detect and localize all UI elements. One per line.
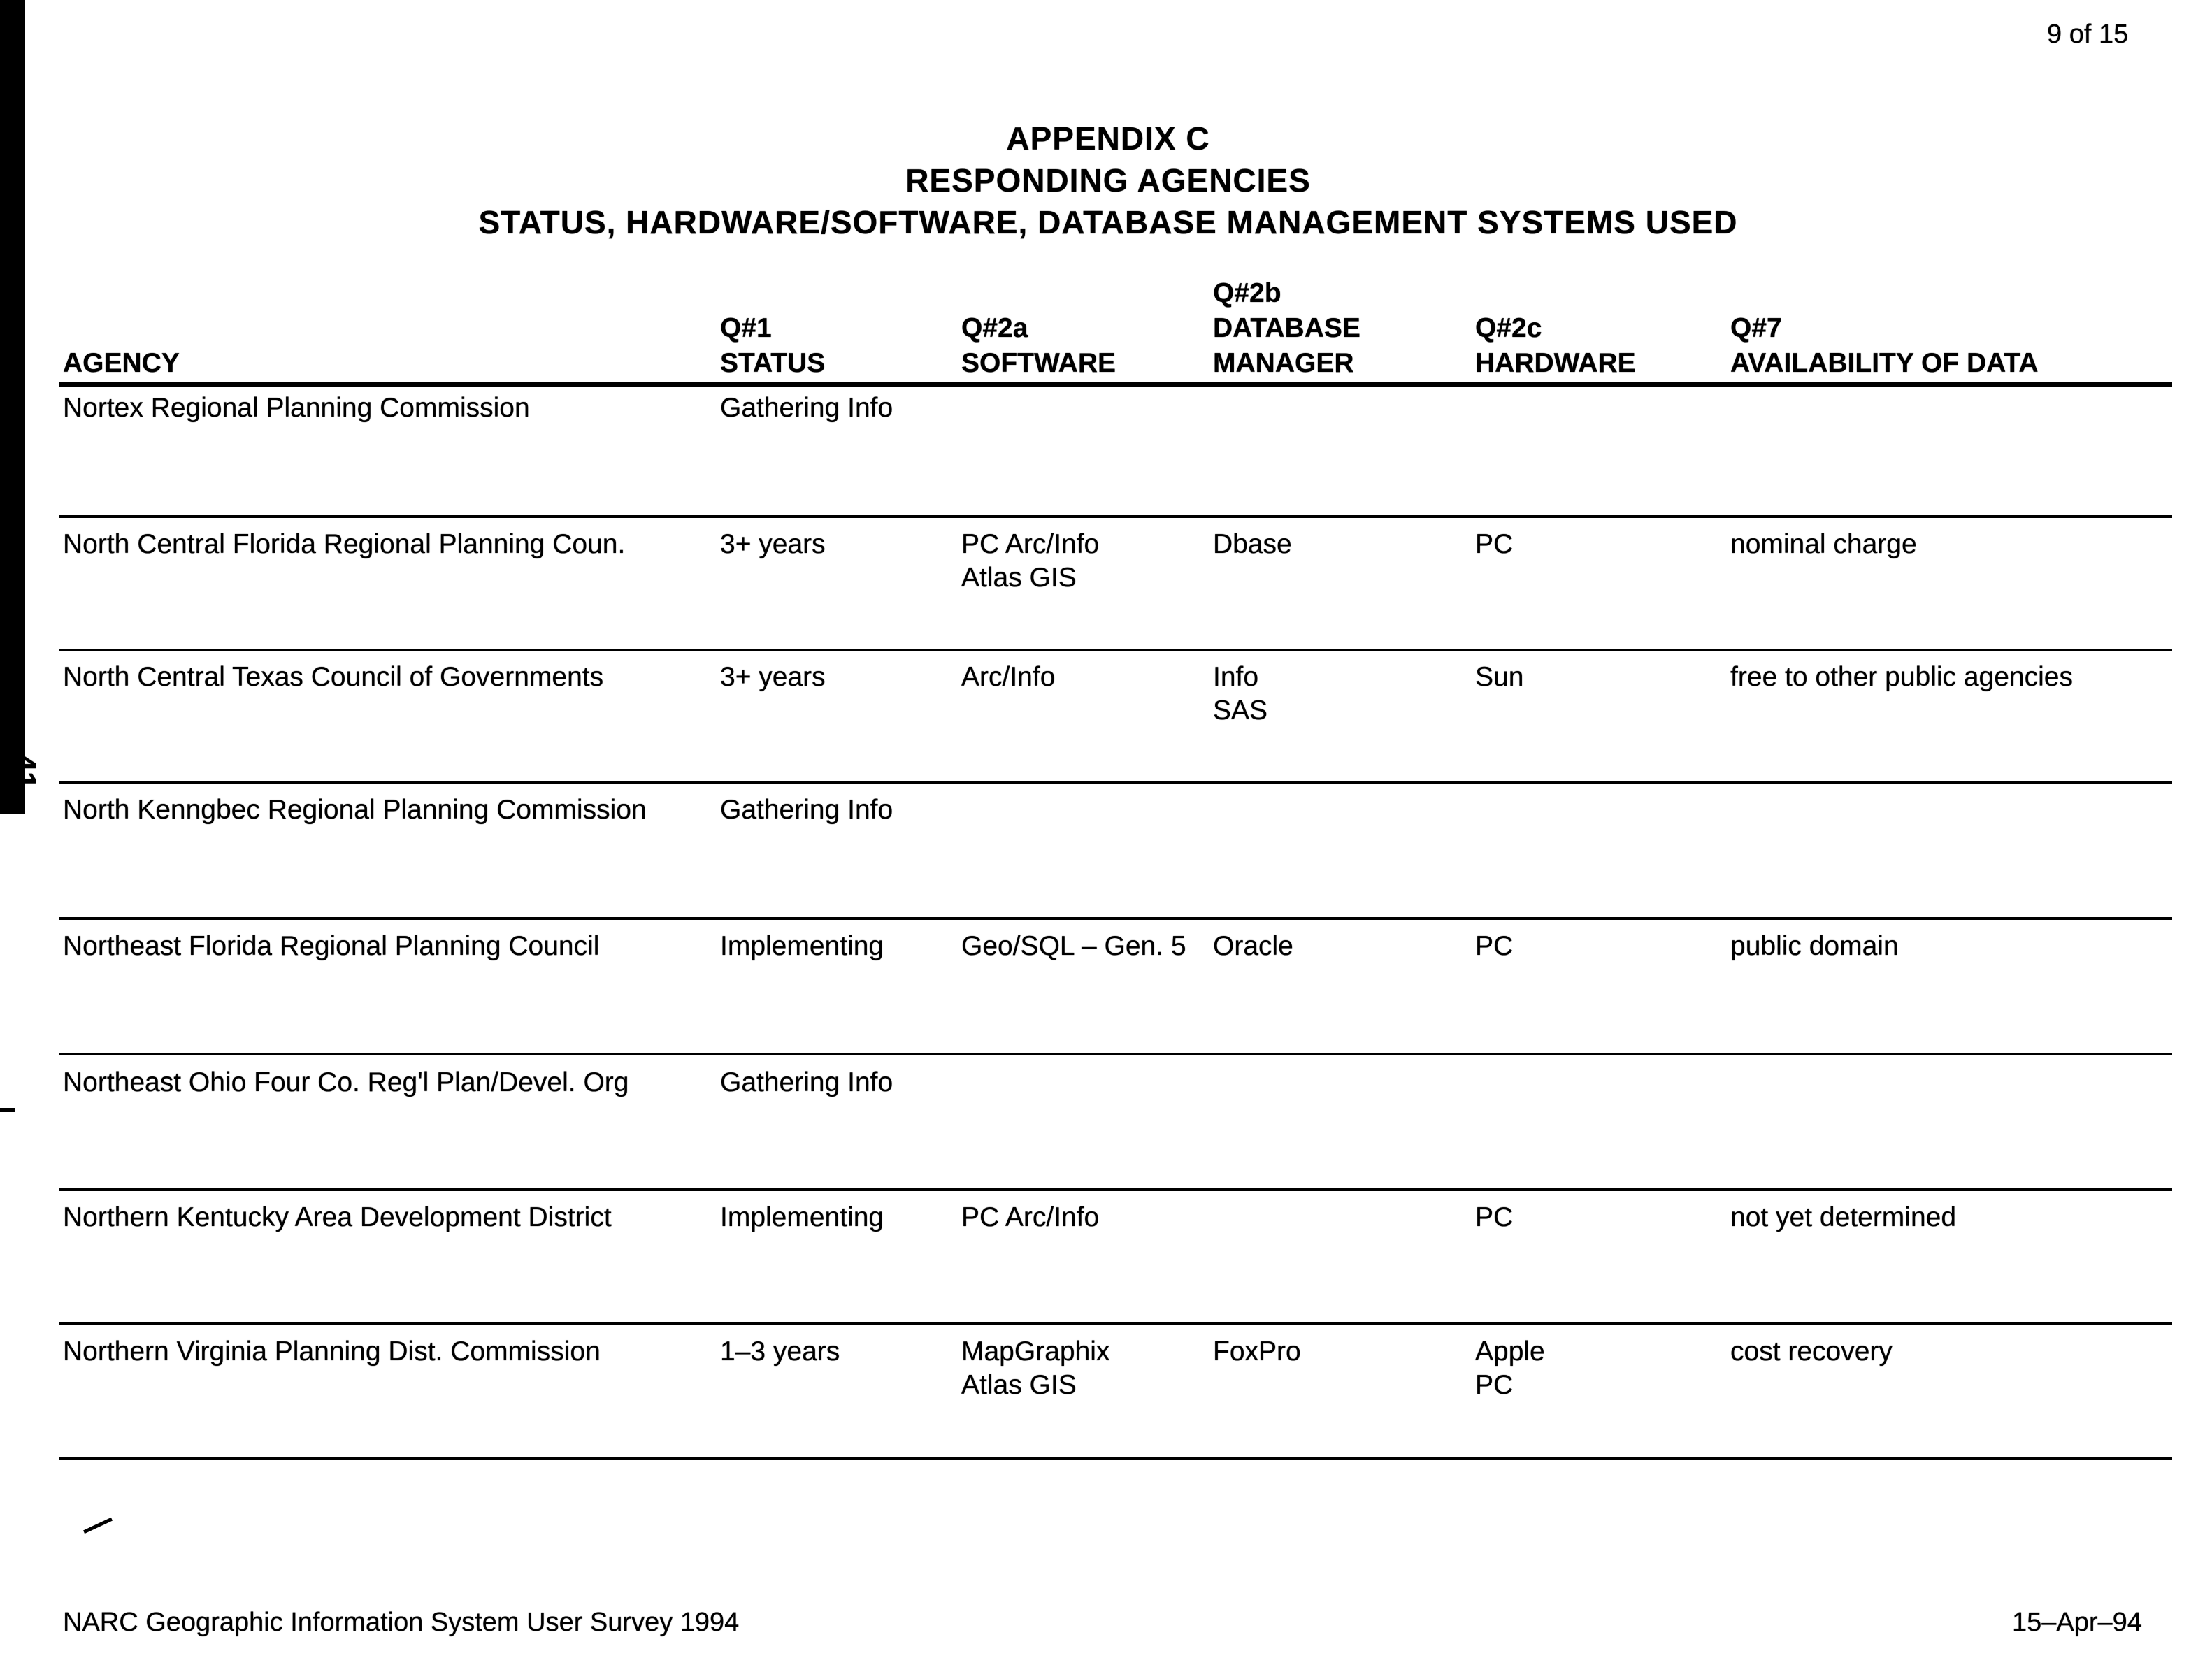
cell-availability: cost recovery [1730,1336,1893,1367]
cell-status: Implementing [720,931,884,961]
footer-date: 15–Apr–94 [2012,1608,2142,1637]
cell-availability: public domain [1730,931,1899,961]
cell-availability: nominal charge [1730,529,1917,559]
col-header-status: STATUS [720,348,826,378]
title-appendix: APPENDIX C [1006,120,1210,157]
title-responding-agencies: RESPONDING AGENCIES [905,162,1311,199]
cell-hardware: PC [1475,1202,1514,1232]
footer-survey-title: NARC Geographic Information System User Survey 1994 [63,1608,740,1637]
row-separator-line [59,781,2172,784]
cell-agency: North Central Texas Council of Governments [63,662,604,692]
col-header-agency: AGENCY [63,348,180,378]
cell-status: 3+ years [720,662,826,692]
page-indicator: 9 of 15 [2047,20,2129,49]
col-header-software: SOFTWARE [961,348,1116,378]
col-header-status-q: Q#1 [720,313,772,343]
cell-agency: North Kenngbec Regional Planning Commission [63,795,647,825]
cell-agency: Northern Kentucky Area Development District [63,1202,612,1232]
cell-software: Geo/SQL – Gen. 5 [961,931,1186,961]
cell-agency: Northeast Florida Regional Planning Council [63,931,600,961]
col-header-software-q: Q#2a [961,313,1028,343]
cell-status: Gathering Info [720,1067,893,1097]
cell-db: Info SAS [1213,662,1268,726]
cell-software: MapGraphix Atlas GIS [961,1336,1110,1400]
row-separator-line [59,649,2172,651]
cell-agency: Northeast Ohio Four Co. Reg'l Plan/Devel. Org [63,1067,629,1097]
col-header-availability-q: Q#7 [1730,313,1782,343]
cell-status: Implementing [720,1202,884,1232]
row-separator-line [59,1457,2172,1460]
cell-db: FoxPro [1213,1336,1301,1367]
col-header-db-line2: MANAGER [1213,348,1354,378]
row-separator-line [59,1053,2172,1055]
row-separator-line [59,917,2172,920]
cell-hardware: Sun [1475,662,1524,692]
cell-software: PC Arc/Info [961,1202,1100,1232]
cell-db: Dbase [1213,529,1292,559]
cell-status: 3+ years [720,529,826,559]
cell-hardware: PC [1475,529,1514,559]
row-separator-line [59,1188,2172,1191]
side-page-number: 41 [6,754,43,790]
cell-hardware: Apple PC [1475,1336,1545,1400]
cell-agency: North Central Florida Regional Planning Coun. [63,529,626,559]
cell-availability: not yet determined [1730,1202,1957,1232]
cell-status: 1–3 years [720,1336,840,1367]
cell-software: Arc/Info [961,662,1056,692]
row-separator-line [59,1322,2172,1325]
cell-status: Gathering Info [720,795,893,825]
col-header-db-line1: DATABASE [1213,313,1360,343]
cell-hardware: PC [1475,931,1514,961]
row-separator-line [59,515,2172,518]
cell-agency: Nortex Regional Planning Commission [63,393,530,423]
cell-agency: Northern Virginia Planning Dist. Commission [63,1336,601,1367]
title-subject-line: STATUS, HARDWARE/SOFTWARE, DATABASE MANAGEMENT SYSTEMS USED [478,204,1738,240]
cell-db: Oracle [1213,931,1293,961]
col-header-hardware-q: Q#2c [1475,313,1542,343]
cell-software: PC Arc/Info Atlas GIS [961,529,1100,593]
col-header-db-q: Q#2b [1213,278,1281,308]
col-header-availability: AVAILABILITY OF DATA [1730,348,2039,378]
col-header-hardware: HARDWARE [1475,348,1636,378]
cell-availability: free to other public agencies [1730,662,2073,692]
cell-status: Gathering Info [720,393,893,423]
